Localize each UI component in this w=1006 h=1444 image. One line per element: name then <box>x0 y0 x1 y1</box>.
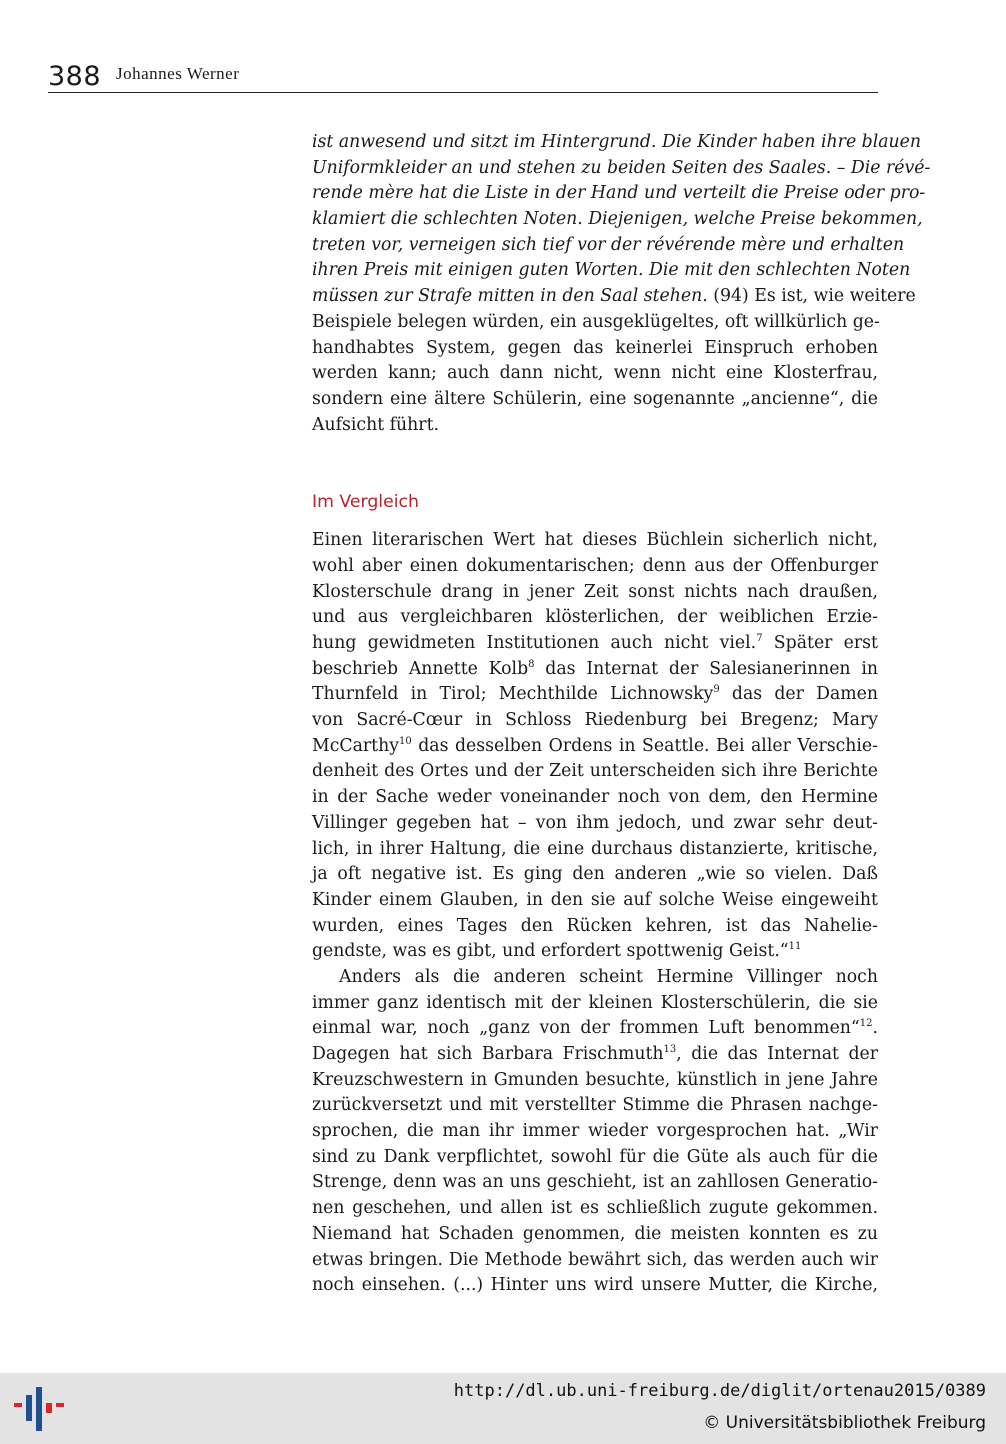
footnote-marker: 9 <box>713 684 720 696</box>
text-line <box>312 1145 878 1171</box>
text-segment: nen geschehen, und allen ist es schließlich zugute gekommen. <box>312 1198 878 1219</box>
footnote-marker: 11 <box>788 941 802 953</box>
text-line <box>312 1016 878 1042</box>
text-segment: in der Sache weder voneinander noch von dem, den Hermine <box>312 787 878 808</box>
text-line <box>312 1248 878 1274</box>
page-number: 388 <box>48 61 102 92</box>
text-segment: denheit des Ortes und der Zeit unterscheiden sich ihre Berichte <box>312 761 878 782</box>
section-heading: Im Vergleich <box>312 492 419 513</box>
text-line <box>312 130 922 156</box>
text-line <box>312 387 878 413</box>
text-line <box>312 708 878 734</box>
text-line <box>312 605 878 631</box>
text-line <box>312 1273 878 1299</box>
footer-bar <box>0 1373 1006 1444</box>
text-segment: Strenge, denn was an uns geschieht, ist an zahllosen Generatio- <box>312 1172 878 1193</box>
text-segment: lich, in ihrer Haltung, die eine durchaus distanzierte, kritische, <box>312 838 878 859</box>
footnote-marker: 10 <box>399 735 412 747</box>
footnote-marker: 7 <box>756 633 763 644</box>
text-line <box>312 862 878 888</box>
text-line <box>312 1170 878 1196</box>
footnote-marker: 8 <box>528 658 535 670</box>
page-header <box>48 62 878 93</box>
text-segment: das Internat der Salesianerinnen in <box>534 658 878 679</box>
text-segment: etwas bringen. Die Methode bewährt sich, das werden auch wir <box>312 1249 878 1270</box>
text-segment: ihren Preis mit einigen guten Worten. Die mit den schlechten Noten <box>312 260 911 281</box>
text-line <box>312 156 931 182</box>
text-segment: beschrieb Annette Kolb <box>312 658 529 679</box>
text-segment: das desselben Ordens in Seattle. Bei aller Verschie- <box>411 735 878 756</box>
text-line <box>312 631 878 657</box>
text-line <box>312 657 878 683</box>
paragraph-villinger <box>312 965 878 1299</box>
text-segment: Uniformkleider an und stehen zu beiden Seiten des Saales. – Die révé- <box>312 157 931 178</box>
footnote-marker: 12 <box>859 1018 873 1030</box>
text-line <box>312 336 878 362</box>
text-segment: hung gewidmeten Institutionen auch nicht viel. <box>312 633 757 653</box>
text-line <box>312 413 878 439</box>
text-segment: wurden, eines Tages den Rücken kehren, ist das Nahelie- <box>312 915 878 936</box>
text-segment: werden kann; auch dann nicht, wenn nicht eine Klosterfrau, <box>312 363 878 384</box>
text-segment: Thurnfeld in Tirol; Mechthilde Lichnowsky <box>312 684 714 705</box>
text-line <box>312 580 878 606</box>
text-segment: Später erst <box>762 633 878 653</box>
text-line <box>312 837 878 863</box>
footnote-marker: 13 <box>663 1044 677 1055</box>
text-segment: Einen literarischen Wert hat dieses Büchlein sicherlich nicht, <box>312 530 878 551</box>
text-segment: einmal war, noch „ganz von der frommen Luft benommen“ <box>312 1018 860 1039</box>
text-segment: ja oft negative ist. Es ging den anderen „wie so vielen. Daß <box>312 864 878 885</box>
text-segment: . <box>872 1018 878 1039</box>
running-head: Johannes Werner <box>116 64 240 83</box>
text-segment: Villinger gegeben hat – von ihm jedoch, und zwar sehr deut- <box>312 812 878 833</box>
text-line <box>312 914 878 940</box>
source-url-link[interactable]: http://dl.ub.uni-freiburg.de/diglit/ortenau2015/0389 <box>453 1381 986 1401</box>
text-line <box>312 1068 878 1094</box>
text-segment: klamiert die schlechten Noten. Diejenigen, welche Preise bekommen, <box>312 209 923 230</box>
text-segment: , die das Internat der <box>676 1044 878 1064</box>
text-line <box>312 734 878 760</box>
text-segment: zurückversetzt und mit verstellter Stimme die Phrasen nachge- <box>312 1095 878 1116</box>
text-segment: und aus vergleichbaren klösterlichen, der weiblichen Erzie- <box>312 607 878 628</box>
text-line <box>312 1119 878 1145</box>
text-segment: treten vor, verneigen sich tief vor der révérende mère und erhalten <box>312 234 905 255</box>
text-line <box>312 181 926 207</box>
library-logo-icon <box>14 1385 64 1431</box>
text-line <box>312 233 905 259</box>
text-segment: McCarthy <box>312 735 399 756</box>
text-line <box>312 785 878 811</box>
text-segment: Anders als die anderen scheint Hermine Villinger noch <box>339 966 878 987</box>
text-line <box>312 939 878 965</box>
text-line <box>312 991 878 1017</box>
text-segment: Kreuzschwestern in Gmunden besuchte, künstlich in jene Jahre <box>312 1069 878 1090</box>
page-body <box>312 130 931 1299</box>
text-segment: sondern eine ältere Schülerin, eine sogenannte „ancienne“, die <box>312 388 878 409</box>
text-segment: sprochen, die man ihr immer wieder vorgesprochen hat. „Wir <box>312 1121 878 1142</box>
copyright-notice: © Universitätsbibliothek Freiburg <box>703 1413 986 1433</box>
text-line <box>312 759 878 785</box>
text-segment: Dagegen hat sich Barbara Frischmuth <box>312 1044 664 1064</box>
text-line <box>312 361 878 387</box>
text-segment: das der Damen <box>719 684 878 705</box>
text-line <box>312 888 878 914</box>
text-segment: noch einsehen. (...) Hinter uns wird unsere Mutter, die Kirche, <box>312 1275 878 1296</box>
text-segment: handhabtes System, gegen das keinerlei Einspruch erhoben <box>312 337 878 358</box>
text-segment: Niemand hat Schaden genommen, die meisten konnten es zu <box>312 1223 878 1244</box>
text-line <box>312 258 911 284</box>
text-segment: Kinder einem Glauben, in den sie auf solche Weise eingeweiht <box>312 889 878 910</box>
text-segment: gendste, was es gibt, und erfordert spottwenig Geist.“ <box>312 941 789 962</box>
text-segment: immer ganz identisch mit der kleinen Klosterschülerin, die sie <box>312 992 878 1013</box>
text-line <box>312 284 916 310</box>
text-line <box>312 310 878 336</box>
text-line <box>312 1196 878 1222</box>
text-segment: Beispiele belegen würden, ein ausgeklügeltes, oft willkürlich ge- <box>312 311 880 332</box>
text-line <box>312 554 878 580</box>
text-line <box>312 811 878 837</box>
text-segment: wohl aber einen dokumentarischen; denn aus der Offenburger <box>312 555 878 576</box>
text-segment: von Sacré-Cœur in Schloss Riedenburg bei Bregenz; Mary <box>312 710 878 731</box>
text-segment: Aufsicht führt. <box>312 414 440 435</box>
text-line <box>312 965 878 991</box>
text-line <box>312 1042 878 1068</box>
text-line <box>312 1222 878 1248</box>
text-segment: rende mère hat die Liste in der Hand und verteilt die Preise oder pro- <box>312 183 926 204</box>
paragraph-continued-quote <box>312 130 931 438</box>
paragraph-comparison <box>312 528 878 965</box>
text-line <box>312 682 878 708</box>
text-segment: Klosterschule drang in jener Zeit sonst nichts nach draußen, <box>312 581 878 602</box>
text-segment: müssen zur Strafe mitten in den Saal stehen. <box>312 286 708 307</box>
text-segment: ist anwesend und sitzt im Hintergrund. Die Kinder haben ihre blauen <box>312 132 922 152</box>
text-segment: sind zu Dank verpflichtet, sowohl für die Güte als auch für die <box>312 1146 878 1167</box>
text-line <box>312 207 923 233</box>
text-line <box>312 528 878 554</box>
text-line <box>312 1093 878 1119</box>
text-segment: (94) Es ist, wie weitere <box>707 286 916 307</box>
